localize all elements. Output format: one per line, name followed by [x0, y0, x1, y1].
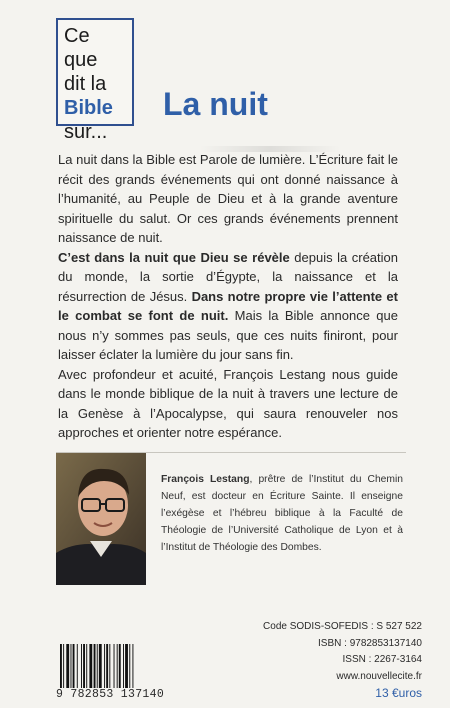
blurb-paragraph-1: La nuit dans la Bible est Parole de lumière. L’Écriture fait le récit des grands événements qui ont donné naissance à l’humanité, au Peuple de Dieu et à la grande aventure spirituelle du salut. Or ces grands événements prennent naissance de nuit.	[58, 152, 398, 245]
series-line-2: dit la	[64, 73, 107, 95]
issn-code: ISSN : 2267-3164	[342, 654, 422, 665]
blurb-text-2: Mais la Bible annonce que nous n’y sommes pas seuls, que ces nuits finiront, pour laisser éclater la lumière du jour sans fin.	[58, 308, 398, 362]
author-name: François Lestang	[161, 474, 250, 485]
isbn-code: ISBN : 9782853137140	[318, 637, 422, 649]
series-line-4: sur...	[64, 121, 108, 143]
sodis-code: Code SODIS-SOFEDIS : S 527 522	[263, 621, 422, 632]
author-section	[56, 452, 406, 585]
series-line-3: Bible	[64, 97, 113, 119]
blurb-paragraph-3: Avec profondeur et acuité, François Lestang nous guide dans le monde biblique de la nuit à travers une lecture de la Genèse à l’Apocalypse, qui saura renouveler nos approches et orienter notre espérance.	[58, 366, 398, 440]
author-bio-text: , prêtre de l’Institut du Chemin Neuf, est docteur en Écriture Sainte. Il enseigne l’exégèse et l’hébreu biblique à la Faculté de Théologie de l’Université Catholique de Lyon et à l’Institut de Théologie des Dombes.	[161, 474, 404, 553]
blurb-emphasis-1: C’est dans la nuit que Dieu se révèle	[58, 249, 290, 265]
blurb	[58, 150, 398, 443]
blurb-emphasis-2: Dans notre propre vie l’attente et le combat se font de nuit.	[58, 288, 398, 323]
publisher-codes	[263, 619, 422, 702]
publisher-website: www.nouvellecite.fr	[336, 670, 422, 682]
author-photo	[56, 453, 146, 585]
author-bio	[161, 471, 403, 556]
series-line-1: Ce que	[64, 25, 98, 71]
price: 13 €uros	[375, 686, 422, 700]
blurb-text-1: depuis la création du monde, la sortie d’Égypte, la naissance et la résurrection de Jésus.	[58, 249, 398, 304]
blurb-paragraph-2	[58, 248, 398, 365]
barcode-number: 9 782853 137140	[56, 688, 178, 701]
book-title: La nuit	[163, 86, 268, 122]
series-logo	[56, 18, 134, 143]
